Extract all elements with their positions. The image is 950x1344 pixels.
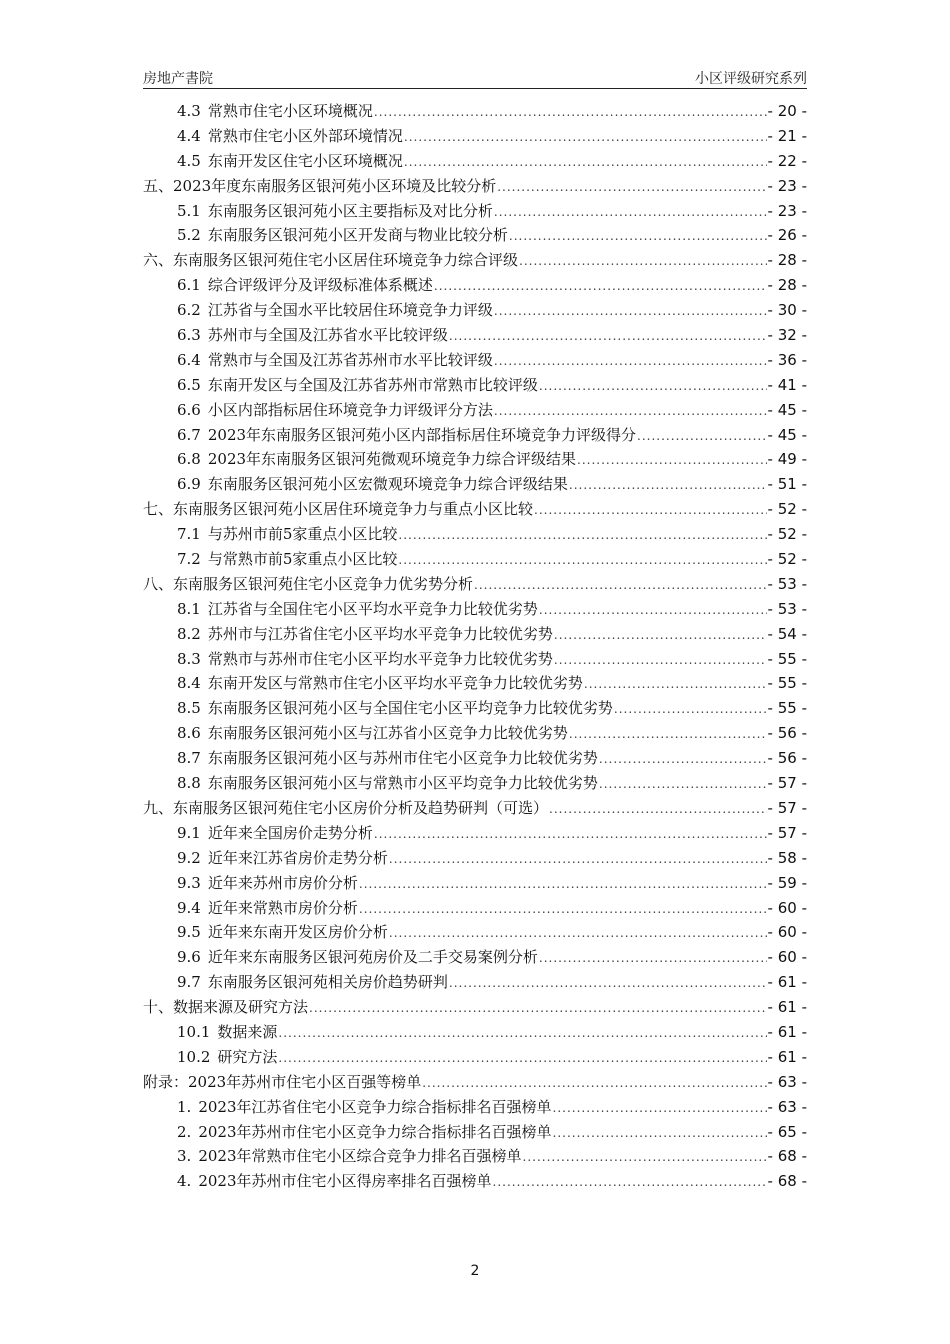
toc-dot-leader [519,249,767,274]
toc-entry-page: - 60 - [767,898,807,917]
toc-entry-page: - 23 - [767,176,807,195]
toc-section-entry[interactable] [143,896,807,921]
toc-entry-title: 2023年苏州市住宅小区得房率排名百强榜单 [198,1172,492,1191]
toc-entry-page: - 55 - [767,674,807,693]
toc-entry-title: 小区内部指标居住环境竞争力评级评分方法 [207,400,493,419]
toc-dot-leader [539,374,767,399]
toc-dot-leader [534,498,767,523]
toc-entry-title: 数据来源 [217,1022,278,1041]
toc-entry-page: - 28 - [767,276,807,295]
toc-entry-title: 东南服务区银河苑小区与江苏省小区竞争力比较优劣势 [207,724,568,743]
toc-entry-title: 江苏省与全国住宅小区平均水平竞争力比较优劣势 [207,599,538,618]
toc-entry-page: - 55 - [767,699,807,718]
toc-entry-number: 8.6 [177,724,201,743]
toc-section-entry[interactable] [143,1045,807,1070]
toc-dot-leader [404,150,767,175]
toc-dot-leader [523,1145,767,1170]
toc-entry-page: - 30 - [767,301,807,320]
toc-entry-number: 3. [177,1147,192,1166]
toc-section-entry[interactable] [143,970,807,995]
toc-section-entry[interactable] [143,945,807,970]
toc-entry-title: 综合评级评分及评级标准体系概述 [207,276,433,295]
toc-entry-number: 8.1 [177,599,201,618]
toc-entry-title: 东南服务区银河苑住宅小区房价分析及趋势研判（可选） [173,798,549,817]
toc-entry-title: 2023年东南服务区银河苑小区内部指标居住环境竞争力评级得分 [207,425,637,444]
toc-entry-number: 9.6 [177,948,201,967]
toc-entry-number: 6.5 [177,375,201,394]
toc-section-entry[interactable] [143,398,807,423]
toc-entry-number: 5.1 [177,201,201,220]
toc-entry-number: 九、 [143,798,174,817]
toc-entry-number: 4.5 [177,151,201,170]
toc-dot-leader [359,897,767,922]
toc-dot-leader [422,1071,766,1096]
toc-entry-title: 2023年东南服务区银河苑微观环境竞争力综合评级结果 [207,450,577,469]
toc-entry-page: - 59 - [767,873,807,892]
toc-section-entry[interactable] [143,721,807,746]
toc-dot-leader [278,1021,766,1046]
toc-section-entry[interactable] [143,273,807,298]
toc-entry-number: 6.1 [177,276,201,295]
toc-entry-title: 常熟市住宅小区环境概况 [207,102,373,120]
toc-entry-title: 东南服务区银河苑小区主要指标及对比分析 [207,201,493,220]
toc-entry-title: 东南服务区银河苑住宅小区居住环境竞争力综合评级 [173,251,519,270]
header-publisher: 房地产書院 [143,71,213,87]
toc-dot-leader [549,797,767,822]
toc-entry-title: 东南开发区住宅小区环境概况 [207,151,403,170]
toc-entry-title: 与常熟市前5家重点小区比较 [207,550,398,569]
toc-entry-page: - 63 - [767,1072,807,1091]
toc-entry-number: 4.4 [177,126,201,145]
toc-entry-number: 七、 [143,500,174,519]
toc-entry-number: 8.4 [177,674,201,693]
toc-dot-leader [553,1096,767,1121]
toc-entry-page: - 57 - [767,774,807,793]
toc-dot-leader [569,473,767,498]
toc-entry-title: 2023年江苏省住宅小区竞争力综合指标排名百强榜单 [198,1097,552,1116]
toc-dot-leader [554,648,767,673]
toc-dot-leader [509,224,767,249]
toc-section-entry[interactable] [143,846,807,871]
toc-entry-number: 4.3 [177,102,201,120]
toc-entry-number: 附录： [143,1072,189,1091]
toc-entry-number: 6.3 [177,326,201,345]
toc-section-entry[interactable] [143,622,807,647]
toc-entry-number: 9.4 [177,898,201,917]
toc-dot-leader [494,399,767,424]
toc-section-entry[interactable] [143,597,807,622]
toc-entry-title: 2023年度东南服务区银河苑小区环境及比较分析 [173,176,497,195]
toc-dot-leader [577,448,767,473]
toc-entry-title: 东南服务区银河苑小区开发商与物业比较分析 [207,226,508,245]
toc-dot-leader [359,872,767,897]
toc-entry-number: 8.7 [177,749,201,768]
page-number: 2 [470,1263,480,1279]
toc-entry-page: - 45 - [767,400,807,419]
toc-entry-number: 五、 [143,176,174,195]
toc-entry-number: 8.8 [177,774,201,793]
toc-entry-number: 9.1 [177,823,201,842]
toc-dot-leader [494,299,767,324]
toc-entry-page: - 68 - [767,1147,807,1166]
toc-section-entry[interactable] [143,472,807,497]
toc-entry-title: 近年来东南开发区房价分析 [207,923,388,942]
toc-entry-number: 8.5 [177,699,201,718]
toc-entry-number: 9.5 [177,923,201,942]
toc-entry-title: 东南服务区银河苑小区宏微观环境竞争力综合评级结果 [207,475,568,494]
toc-section-entry[interactable] [143,522,807,547]
toc-entry-number: 2. [177,1122,192,1141]
toc-entry-title: 研究方法 [217,1047,278,1066]
toc-dot-leader [449,971,767,996]
toc-entry-title: 常熟市与苏州市住宅小区平均水平竞争力比较优劣势 [207,649,553,668]
toc-entry-title: 近年来常熟市房价分析 [207,898,358,917]
toc-section-entry[interactable] [143,821,807,846]
page-header [143,66,807,89]
toc-entry-title: 常熟市住宅小区外部环境情况 [207,126,403,145]
toc-section-entry[interactable] [143,99,807,124]
toc-entry-number: 1. [177,1097,192,1116]
toc-entry-title: 近年来苏州市房价分析 [207,873,358,892]
toc-entry-page: - 26 - [767,226,807,245]
toc-entry-number: 八、 [143,574,174,593]
toc-dot-leader [539,598,767,623]
toc-entry-number: 6.2 [177,301,201,320]
toc-dot-leader [398,523,766,548]
toc-entry-title: 数据来源及研究方法 [173,998,309,1017]
toc-chapter-entry[interactable] [143,572,807,597]
table-of-contents [143,99,807,1194]
toc-entry-page: - 57 - [767,823,807,842]
toc-dot-leader [539,946,767,971]
toc-section-entry[interactable] [143,298,807,323]
toc-section-entry[interactable] [143,223,807,248]
toc-dot-leader [389,847,767,872]
toc-entry-number: 9.3 [177,873,201,892]
toc-entry-title: 苏州市与全国及江苏省水平比较评级 [207,326,448,345]
toc-chapter-entry[interactable] [143,497,807,522]
toc-dot-leader [494,200,767,225]
toc-dot-leader [553,1121,767,1146]
toc-dot-leader [493,1170,767,1195]
toc-entry-number: 6.8 [177,450,201,469]
toc-entry-page: - 56 - [767,749,807,768]
toc-entry-title: 2023年苏州市住宅小区竞争力综合指标排名百强榜单 [198,1122,552,1141]
toc-section-entry[interactable] [143,1169,807,1194]
toc-dot-leader [398,548,766,573]
toc-entry-title: 苏州市与江苏省住宅小区平均水平竞争力比较优劣势 [207,624,553,643]
toc-section-entry[interactable] [143,447,807,472]
toc-entry-page: - 68 - [767,1172,807,1191]
toc-dot-leader [449,324,767,349]
toc-entry-page: - 53 - [767,599,807,618]
toc-dot-leader [497,175,766,200]
toc-section-entry[interactable] [143,671,807,696]
toc-entry-page: - 51 - [767,475,807,494]
toc-entry-page: - 21 - [767,126,807,145]
toc-dot-leader [614,697,767,722]
toc-entry-number: 6.6 [177,400,201,419]
toc-entry-title: 常熟市与全国及江苏省苏州市水平比较评级 [207,350,493,369]
toc-entry-title: 东南服务区银河苑小区与常熟市小区平均竞争力比较优劣势 [207,774,598,793]
toc-dot-leader [404,125,767,150]
toc-chapter-entry[interactable] [143,1070,807,1095]
toc-entry-title: 东南服务区银河苑小区居住环境竞争力与重点小区比较 [173,500,534,519]
toc-entry-number: 十、 [143,998,174,1017]
toc-section-entry[interactable] [143,696,807,721]
header-series-title: 小区评级研究系列 [695,71,807,87]
toc-entry-page: - 45 - [767,425,807,444]
toc-section-entry[interactable] [143,871,807,896]
toc-dot-leader [389,921,767,946]
toc-entry-title: 东南服务区银河苑相关房价趋势研判 [207,973,448,992]
toc-entry-page: - 65 - [767,1122,807,1141]
toc-dot-leader [599,747,767,772]
toc-entry-page: - 58 - [767,848,807,867]
toc-dot-leader [494,349,767,374]
toc-dot-leader [374,822,767,847]
toc-entry-page: - 41 - [767,375,807,394]
toc-entry-number: 6.9 [177,475,201,494]
toc-entry-number: 9.2 [177,848,201,867]
toc-entry-title: 东南开发区与常熟市住宅小区平均水平竞争力比较优劣势 [207,674,583,693]
toc-entry-number: 4. [177,1172,192,1191]
toc-entry-page: - 36 - [767,350,807,369]
toc-dot-leader [554,623,767,648]
toc-section-entry[interactable] [143,373,807,398]
toc-section-entry[interactable] [143,920,807,945]
toc-entry-title: 近年来全国房价走势分析 [207,823,373,842]
toc-section-entry[interactable] [143,1020,807,1045]
toc-entry-page: - 32 - [767,326,807,345]
toc-entry-page: - 60 - [767,948,807,967]
toc-entry-number: 9.7 [177,973,201,992]
toc-entry-title: 东南服务区银河苑小区与全国住宅小区平均竞争力比较优劣势 [207,699,613,718]
toc-entry-number: 8.3 [177,649,201,668]
toc-entry-page: - 52 - [767,525,807,544]
toc-entry-page: - 57 - [767,798,807,817]
toc-entry-title: 2023年苏州市住宅小区百强等榜单 [188,1072,422,1091]
toc-entry-page: - 60 - [767,923,807,942]
toc-entry-page: - 61 - [767,1022,807,1041]
toc-dot-leader [584,672,767,697]
toc-entry-title: 东南服务区银河苑住宅小区竞争力优劣势分析 [173,574,474,593]
toc-entry-page: - 61 - [767,973,807,992]
toc-entry-page: - 53 - [767,574,807,593]
toc-entry-page: - 63 - [767,1097,807,1116]
toc-section-entry[interactable] [143,1144,807,1169]
toc-section-entry[interactable] [143,199,807,224]
toc-section-entry[interactable] [143,323,807,348]
toc-section-entry[interactable] [143,348,807,373]
toc-entry-number: 六、 [143,251,174,270]
toc-chapter-entry[interactable] [143,995,807,1020]
toc-entry-page: - 52 - [767,550,807,569]
toc-entry-title: 2023年常熟市住宅小区综合竞争力排名百强榜单 [198,1147,522,1166]
toc-entry-title: 近年来江苏省房价走势分析 [207,848,388,867]
toc-entry-page: - 52 - [767,500,807,519]
toc-dot-leader [637,424,767,449]
toc-entry-number: 10.1 [177,1022,211,1041]
toc-section-entry[interactable] [143,1120,807,1145]
toc-entry-page: - 61 - [767,1047,807,1066]
toc-dot-leader [434,274,767,299]
toc-section-entry[interactable] [143,1095,807,1120]
toc-entry-page: - 61 - [767,998,807,1017]
toc-entry-page: - 56 - [767,724,807,743]
toc-dot-leader [569,722,767,747]
toc-entry-number: 10.2 [177,1047,211,1066]
toc-section-entry[interactable] [143,771,807,796]
toc-entry-title: 与苏州市前5家重点小区比较 [207,525,398,544]
toc-section-entry[interactable] [143,124,807,149]
toc-entry-title: 江苏省与全国水平比较居住环境竞争力评级 [207,301,493,320]
toc-entry-page: - 54 - [767,624,807,643]
toc-entry-number: 6.7 [177,425,201,444]
toc-entry-page: - 20 - [767,102,807,120]
toc-entry-page: - 55 - [767,649,807,668]
toc-entry-page: - 28 - [767,251,807,270]
toc-entry-title: 近年来东南服务区银河苑房价及二手交易案例分析 [207,948,538,967]
toc-chapter-entry[interactable] [143,174,807,199]
toc-section-entry[interactable] [143,746,807,771]
toc-dot-leader [309,996,767,1021]
toc-chapter-entry[interactable] [143,248,807,273]
toc-chapter-entry[interactable] [143,796,807,821]
toc-section-entry[interactable] [143,423,807,448]
toc-dot-leader [374,100,767,125]
toc-entry-number: 5.2 [177,226,201,245]
toc-entry-number: 7.1 [177,525,201,544]
toc-dot-leader [599,772,767,797]
toc-section-entry[interactable] [143,547,807,572]
toc-entry-number: 7.2 [177,550,201,569]
toc-dot-leader [278,1046,766,1071]
toc-dot-leader [474,573,767,598]
toc-entry-page: - 22 - [767,151,807,170]
page-footer [0,1263,950,1279]
toc-section-entry[interactable] [143,149,807,174]
toc-entry-number: 6.4 [177,350,201,369]
toc-entry-number: 8.2 [177,624,201,643]
toc-section-entry[interactable] [143,647,807,672]
toc-entry-page: - 23 - [767,201,807,220]
toc-entry-page: - 49 - [767,450,807,469]
toc-entry-title: 东南服务区银河苑小区与苏州市住宅小区竞争力比较优劣势 [207,749,598,768]
toc-entry-title: 东南开发区与全国及江苏省苏州市常熟市比较评级 [207,375,538,394]
